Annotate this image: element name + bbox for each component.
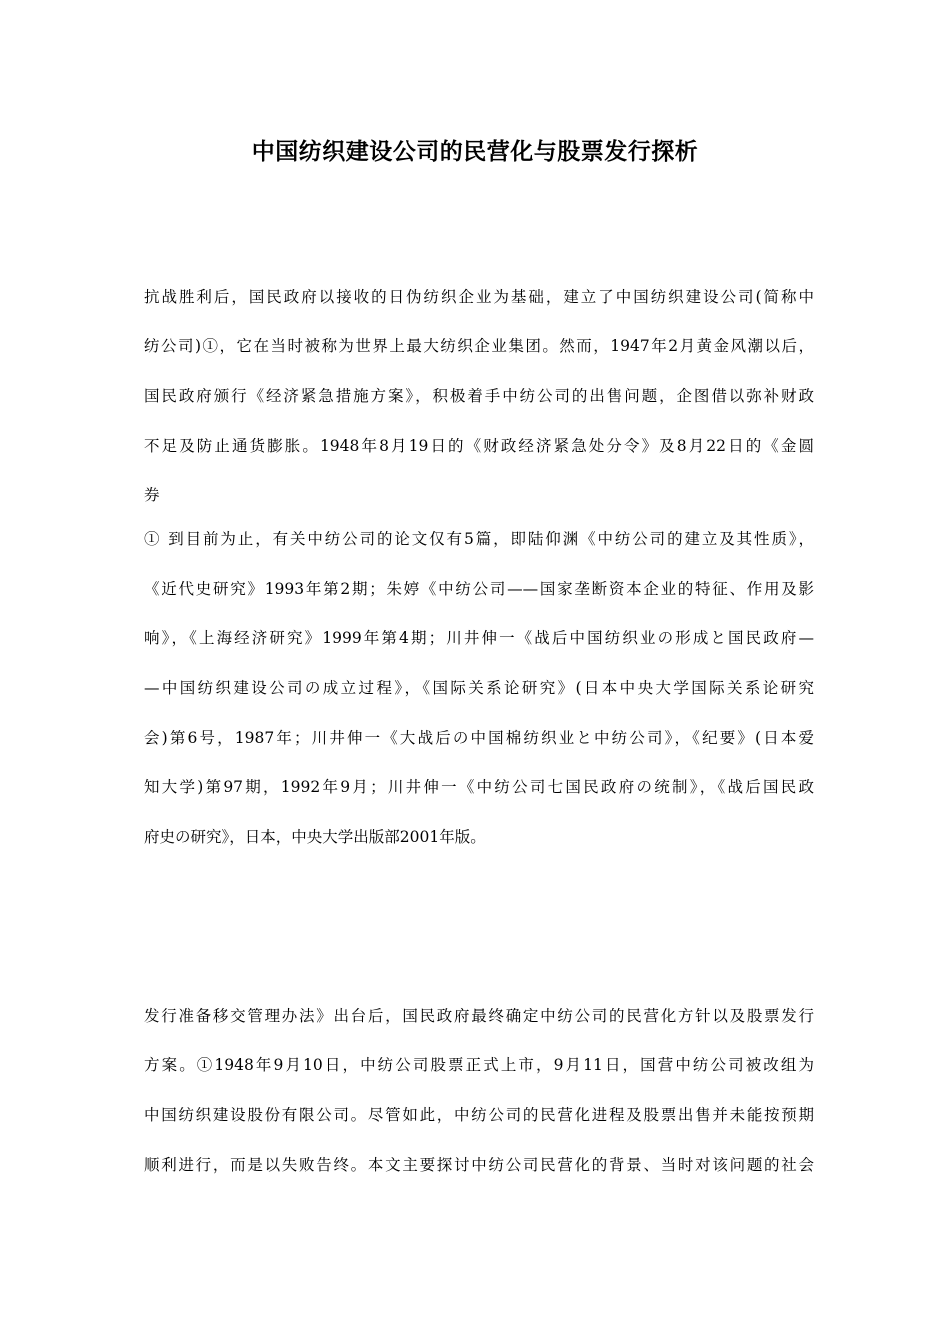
footnote-line: 响》，《上海经济研究》1999年第4期；川井伸一《战后中国纺织业の形成と国民政府— (144, 629, 814, 647)
paragraph-line: 国民政府颁行《经济紧急措施方案》，积极着手中纺公司的出售问题，企图借以弥补财政 (144, 387, 814, 405)
document-title: 中国纺织建设公司的民营化与股票发行探析 (251, 138, 699, 165)
paragraph-line: 纺公司)①，它在当时被称为世界上最大纺织企业集团。然而，1947年2月黄金风潮以后， (144, 337, 814, 355)
paragraph-line: 顺利进行，而是以失败告终。本文主要探讨中纺公司民营化的背景、当时对该问题的社会 (144, 1156, 814, 1174)
paragraph-line: 方案。①1948年9月10日，中纺公司股票正式上市，9月11日，国营中纺公司被改组为 (144, 1056, 814, 1074)
paragraph-line: 不足及防止通货膨胀。1948年8月19日的《财政经济紧急处分令》及8月22日的《金圆 (144, 437, 814, 455)
paragraph-line: 发行准备移交管理办法》出台后，国民政府最终确定中纺公司的民营化方针以及股票发行 (144, 1007, 814, 1025)
footnote-line: 府史の研究》，日本，中央大学出版部2001年版。 (144, 828, 486, 846)
footnote-line: ① 到目前为止，有关中纺公司的论文仅有5篇，即陆仰渊《中纺公司的建立及其性质》， (144, 530, 814, 548)
paragraph-line: 券 (144, 486, 160, 504)
footnote-line: 会)第6号，1987年；川井伸一《大战后の中国棉纺织业と中纺公司》，《纪要》(日本爱 (144, 729, 814, 747)
paragraph-line: 中国纺织建设股份有限公司。尽管如此，中纺公司的民营化进程及股票出售并未能按预期 (144, 1106, 814, 1124)
footnote-line: —中国纺织建设公司の成立过程》，《国际关系论研究》(日本中央大学国际关系论研究 (144, 679, 814, 697)
footnote-line: 《近代史研究》1993年第2期；朱婷《中纺公司——国家垄断资本企业的特征、作用及影 (144, 580, 814, 598)
paragraph-line: 抗战胜利后，国民政府以接收的日伪纺织企业为基础，建立了中国纺织建设公司(简称中 (144, 288, 814, 306)
footnote-line: 知大学)第97期，1992年9月；川井伸一《中纺公司七国民政府の统制》，《战后国民政 (144, 778, 814, 796)
